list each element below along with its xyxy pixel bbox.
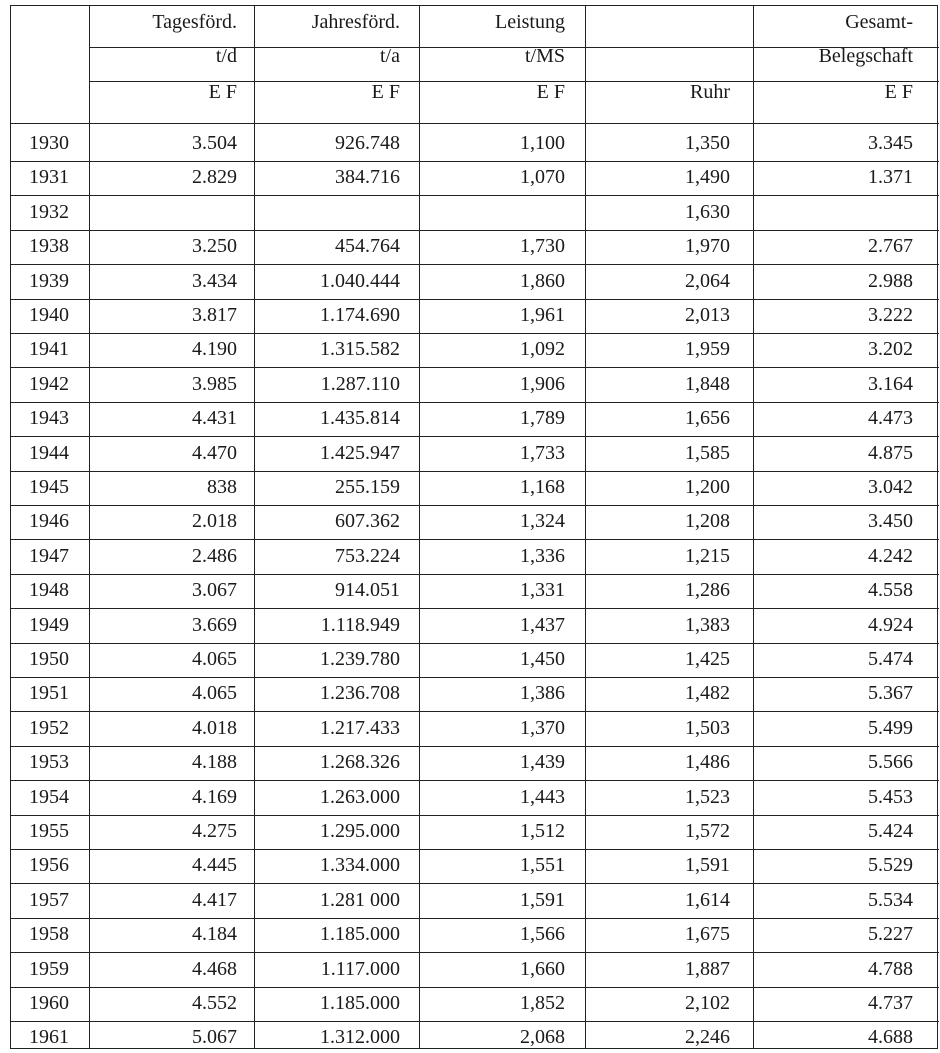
row-rule	[11, 677, 939, 678]
row-rule	[11, 987, 939, 988]
table-cell: 1,959	[685, 338, 730, 361]
year-cell: 1932	[29, 200, 69, 223]
table-cell: 2,013	[685, 304, 730, 326]
table-cell: 1,566	[520, 923, 565, 946]
table-cell: 1,789	[520, 407, 565, 430]
table-cell: 3.164	[868, 372, 913, 395]
table-cell: 1.236.708	[320, 682, 400, 705]
table-cell: 914.051	[335, 579, 400, 602]
table-cell: 1.287.110	[320, 372, 400, 395]
table-cell: 4.065	[192, 682, 237, 705]
table-cell: 1.118.949	[320, 613, 400, 636]
year-cell: 1953	[29, 751, 69, 774]
header-rule	[11, 123, 939, 124]
table-cell: 1,437	[520, 613, 565, 636]
year-cell: 1961	[29, 1026, 69, 1049]
table-cell: 4.190	[192, 338, 237, 361]
table-cell: 5.424	[868, 820, 913, 842]
data-table	[10, 5, 938, 1049]
table-cell: 5.227	[868, 923, 913, 946]
table-cell: 4.788	[868, 957, 913, 980]
table-cell: 1,386	[520, 682, 565, 705]
table-cell: 607.362	[335, 510, 400, 533]
table-cell: 4.468	[192, 957, 237, 980]
table-cell: 255.159	[335, 476, 400, 498]
table-cell: 4.065	[192, 648, 237, 670]
header-cell: t/d	[215, 45, 237, 67]
table-cell: 4.875	[868, 441, 913, 464]
table-cell: 1,439	[520, 751, 565, 774]
table-cell: 5.367	[868, 682, 913, 705]
table-cell: 1,215	[685, 544, 730, 567]
table-cell: 926.748	[335, 132, 400, 154]
table-cell: 1.174.690	[320, 304, 400, 326]
table-cell: 1,523	[685, 785, 730, 808]
column-divider	[585, 6, 586, 1048]
table-cell: 1,336	[520, 544, 565, 567]
table-cell: 1,490	[685, 166, 730, 189]
year-cell: 1952	[29, 716, 69, 739]
year-cell: 1930	[29, 132, 69, 154]
table-cell: 4.188	[192, 751, 237, 774]
table-cell: 4.552	[192, 992, 237, 1014]
table-cell: 1,585	[685, 441, 730, 464]
table-cell: 1,906	[520, 372, 565, 395]
header-cell: t/a	[380, 45, 400, 67]
year-cell: 1959	[29, 957, 69, 980]
table-cell: 1,551	[520, 854, 565, 877]
year-cell: 1938	[29, 235, 69, 258]
header-cell: Jahresförd.	[311, 11, 400, 33]
row-rule	[11, 780, 939, 781]
year-cell: 1942	[29, 372, 69, 395]
table-cell: 3.504	[192, 132, 237, 154]
table-cell: 3.067	[192, 579, 237, 602]
row-rule	[11, 746, 939, 747]
row-rule	[11, 402, 939, 403]
table-cell: 5.566	[868, 751, 913, 774]
table-cell: 5.474	[868, 648, 913, 670]
year-cell: 1957	[29, 888, 69, 911]
table-cell: 1,450	[520, 648, 565, 670]
table-cell: 1,961	[520, 304, 565, 326]
table-cell: 1,200	[685, 476, 730, 498]
table-cell: 1,848	[685, 372, 730, 395]
table-cell: 753.224	[335, 544, 400, 567]
row-rule	[11, 849, 939, 850]
row-rule	[11, 918, 939, 919]
table-cell: 4.184	[192, 923, 237, 946]
table-cell: 454.764	[335, 235, 400, 258]
table-cell: 4.558	[868, 579, 913, 602]
row-rule	[11, 608, 939, 609]
row-rule	[11, 333, 939, 334]
year-cell: 1955	[29, 820, 69, 842]
table-cell: 4.018	[192, 716, 237, 739]
table-cell: 838	[207, 476, 237, 498]
table-cell: 1.117.000	[320, 957, 400, 980]
column-divider	[254, 6, 255, 1048]
table-cell: 1.371	[868, 166, 913, 189]
year-cell: 1948	[29, 579, 69, 602]
table-cell: 1,425	[685, 648, 730, 670]
header-cell: Gesamt-	[845, 11, 913, 33]
header-cell: E F	[371, 81, 400, 103]
table-cell: 2.767	[868, 235, 913, 258]
table-cell: 1,630	[685, 200, 730, 223]
table-cell: 3.817	[192, 304, 237, 326]
table-cell: 1,572	[685, 820, 730, 842]
column-divider	[419, 6, 420, 1048]
column-divider	[89, 6, 90, 1048]
table-cell: 384.716	[335, 166, 400, 189]
row-rule	[11, 367, 939, 368]
table-cell: 1,512	[520, 820, 565, 842]
table-cell: 1.425.947	[320, 441, 400, 464]
header-cell: Belegschaft	[818, 45, 913, 67]
table-cell: 1,591	[685, 854, 730, 877]
table-cell: 4.169	[192, 785, 237, 808]
row-rule	[11, 539, 939, 540]
table-cell: 1,733	[520, 441, 565, 464]
table-cell: 4.445	[192, 854, 237, 877]
year-cell: 1949	[29, 613, 69, 636]
table-cell: 4.688	[868, 1026, 913, 1049]
year-cell: 1956	[29, 854, 69, 877]
table-cell: 4.737	[868, 992, 913, 1014]
table-cell: 1,887	[685, 957, 730, 980]
table-cell: 2,246	[685, 1026, 730, 1049]
year-cell: 1946	[29, 510, 69, 533]
table-cell: 1.268.326	[320, 751, 400, 774]
table-cell: 3.250	[192, 235, 237, 258]
table-cell: 1.040.444	[320, 269, 400, 292]
table-cell: 1.217.433	[320, 716, 400, 739]
table-cell: 1,482	[685, 682, 730, 705]
header-cell: Ruhr	[690, 81, 730, 103]
table-cell: 1,100	[520, 132, 565, 154]
row-rule	[11, 230, 939, 231]
row-rule	[11, 574, 939, 575]
table-cell: 1.435.814	[320, 407, 400, 430]
header-cell: E F	[884, 81, 913, 103]
table-cell: 1,614	[685, 888, 730, 911]
table-cell: 4.470	[192, 441, 237, 464]
year-cell: 1944	[29, 441, 69, 464]
table-cell: 5.499	[868, 716, 913, 739]
table-cell: 4.242	[868, 544, 913, 567]
table-cell: 3.202	[868, 338, 913, 361]
row-rule	[11, 161, 939, 162]
table-cell: 3.042	[868, 476, 913, 498]
table-cell: 5.534	[868, 888, 913, 911]
row-rule	[11, 471, 939, 472]
table-cell: 4.473	[868, 407, 913, 430]
row-rule	[11, 883, 939, 884]
header-cell: t/MS	[524, 45, 565, 67]
table-cell: 1.185.000	[320, 992, 400, 1014]
table-cell: 1,092	[520, 338, 565, 361]
table-cell: 1,168	[520, 476, 565, 498]
table-cell: 2.988	[868, 269, 913, 292]
header-cell: E F	[208, 81, 237, 103]
table-cell: 3.985	[192, 372, 237, 395]
header-cell: Tagesförd.	[152, 11, 237, 33]
table-cell: 5.067	[192, 1026, 237, 1049]
table-cell: 3.669	[192, 613, 237, 636]
year-cell: 1945	[29, 476, 69, 498]
table-cell: 4.275	[192, 820, 237, 842]
row-rule	[11, 952, 939, 953]
row-rule	[11, 815, 939, 816]
row-rule	[11, 505, 939, 506]
year-cell: 1960	[29, 992, 69, 1014]
table-cell: 2.018	[192, 510, 237, 533]
table-cell: 5.529	[868, 854, 913, 877]
row-rule	[11, 643, 939, 644]
table-cell: 3.222	[868, 304, 913, 326]
table-cell: 1,970	[685, 235, 730, 258]
table-cell: 4.924	[868, 613, 913, 636]
table-cell: 1,591	[520, 888, 565, 911]
year-cell: 1941	[29, 338, 69, 361]
row-rule	[11, 711, 939, 712]
table-cell: 1.334.000	[320, 854, 400, 877]
table-cell: 1,070	[520, 166, 565, 189]
table-cell: 1,208	[685, 510, 730, 533]
table-cell: 3.450	[868, 510, 913, 533]
year-cell: 1943	[29, 407, 69, 430]
table-cell: 1,730	[520, 235, 565, 258]
year-cell: 1954	[29, 785, 69, 808]
table-cell: 1.239.780	[320, 648, 400, 670]
year-cell: 1950	[29, 648, 69, 670]
year-cell: 1931	[29, 166, 69, 189]
year-cell: 1951	[29, 682, 69, 705]
table-cell: 1,286	[685, 579, 730, 602]
header-cell: Leistung	[495, 11, 565, 33]
table-cell: 1,675	[685, 923, 730, 946]
row-rule	[11, 264, 939, 265]
table-cell: 1.263.000	[320, 785, 400, 808]
table-cell: 4.417	[192, 888, 237, 911]
header-cell: E F	[536, 81, 565, 103]
table-cell: 1.315.582	[320, 338, 400, 361]
table-cell: 2,102	[685, 992, 730, 1014]
table-cell: 1,503	[685, 716, 730, 739]
year-cell: 1939	[29, 269, 69, 292]
table-cell: 1,383	[685, 613, 730, 636]
table-cell: 3.434	[192, 269, 237, 292]
column-divider	[753, 6, 754, 1048]
table-cell: 2,068	[520, 1026, 565, 1049]
table-cell: 1.312.000	[320, 1026, 400, 1049]
year-cell: 1940	[29, 304, 69, 326]
table-cell: 1.295.000	[320, 820, 400, 842]
table-cell: 2.829	[192, 166, 237, 189]
table-cell: 2.486	[192, 544, 237, 567]
table-cell: 1,324	[520, 510, 565, 533]
row-rule	[11, 299, 939, 300]
table-cell: 1,656	[685, 407, 730, 430]
table-cell: 1,331	[520, 579, 565, 602]
row-rule	[11, 436, 939, 437]
table-cell: 1,486	[685, 751, 730, 774]
table-cell: 1.185.000	[320, 923, 400, 946]
table-cell: 1,443	[520, 785, 565, 808]
row-rule	[11, 195, 939, 196]
year-cell: 1958	[29, 923, 69, 946]
row-rule	[11, 1021, 939, 1022]
table-cell: 1,852	[520, 992, 565, 1014]
table-cell: 1,350	[685, 132, 730, 154]
year-cell: 1947	[29, 544, 69, 567]
table-cell: 1.281 000	[320, 888, 400, 911]
table-cell: 5.453	[868, 785, 913, 808]
table-cell: 2,064	[685, 269, 730, 292]
table-cell: 1,370	[520, 716, 565, 739]
table-cell: 1,660	[520, 957, 565, 980]
table-cell: 4.431	[192, 407, 237, 430]
table-cell: 3.345	[868, 132, 913, 154]
table-cell: 1,860	[520, 269, 565, 292]
